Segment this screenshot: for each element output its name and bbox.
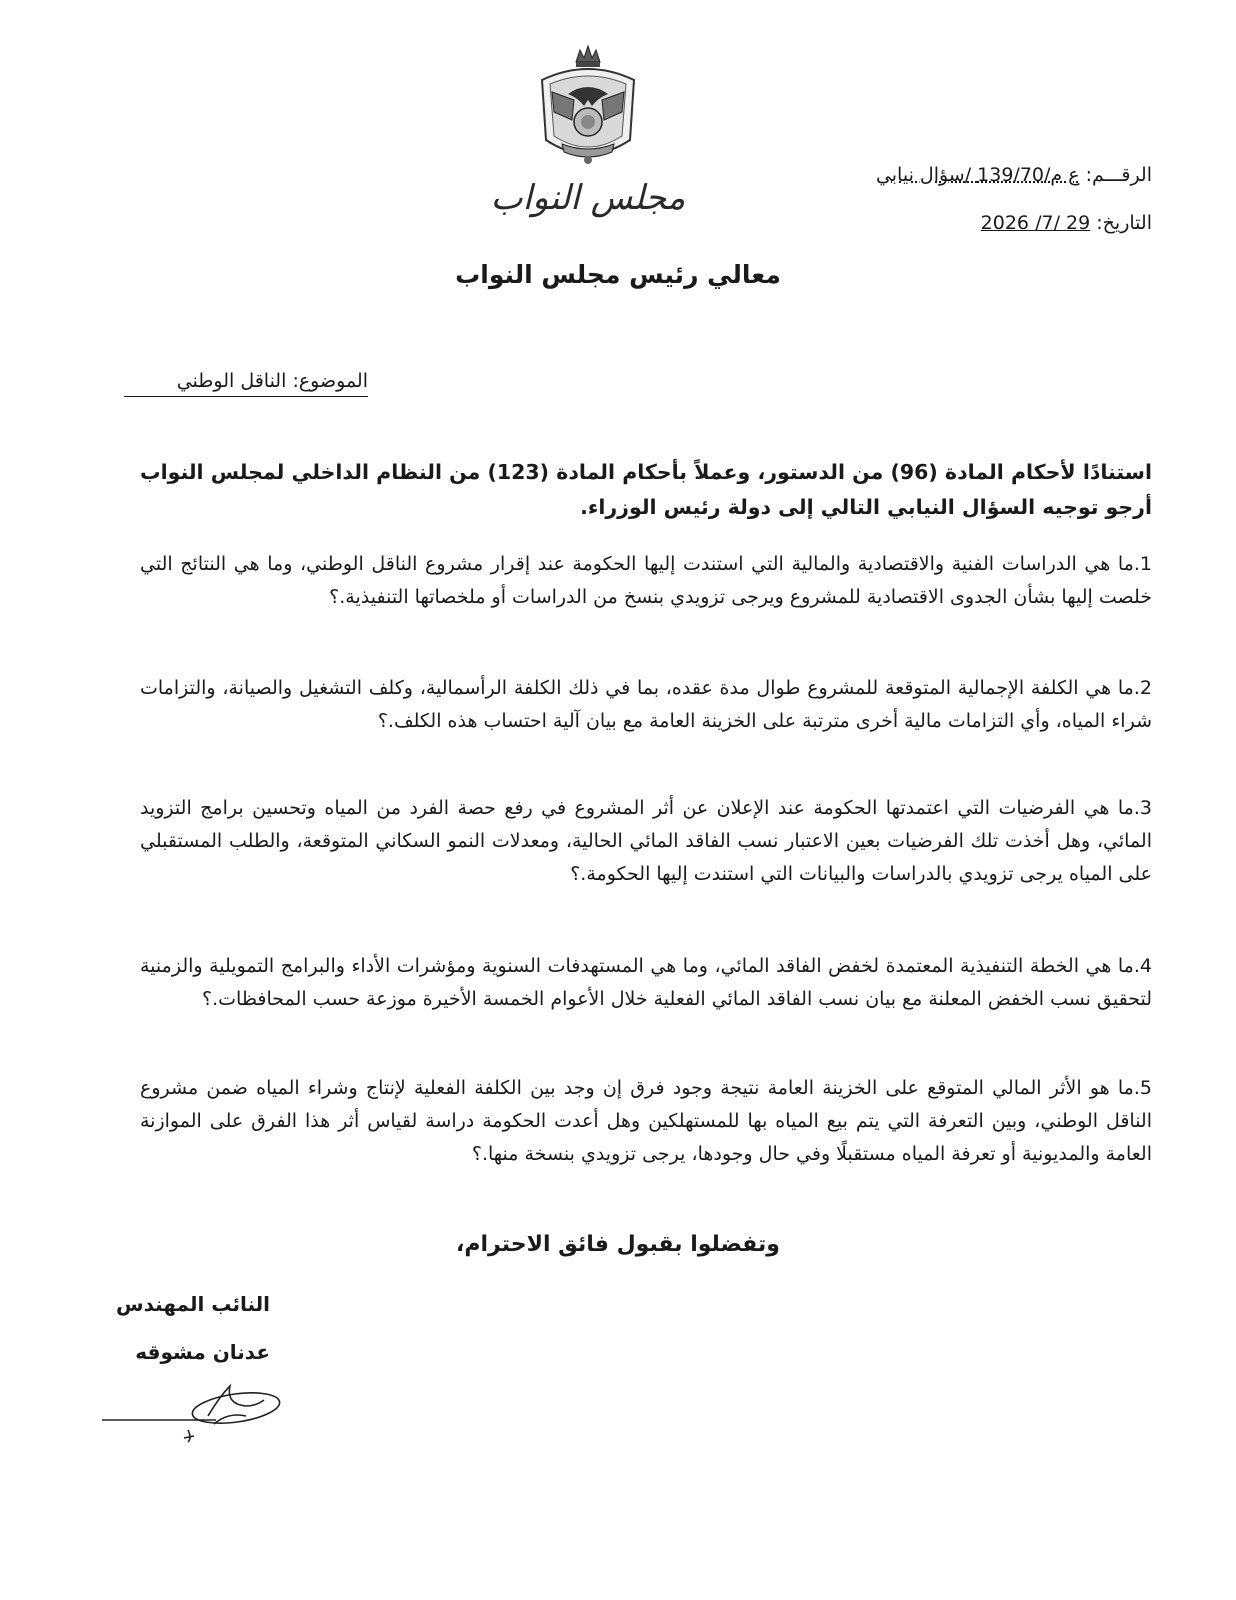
reference-block [772,160,1152,256]
date-label: التاريخ: [1096,212,1152,234]
closing-line: وتفضلوا بقبول فائق الاحترام، [456,1232,780,1257]
subject-line [124,370,368,397]
reference-value: ع م/139/70 /سؤال نيابي [875,164,1080,186]
addressee: معالي رئيس مجلس النواب [455,260,781,289]
date-line [772,208,1152,238]
question-4: 4.ما هي الخطة التنفيذية المعتمدة لخفض الفاقد المائي، وما هي المستهدفات السنوية ومؤشرات الأداء والبرامج التمويلية والزمنية لتحقيق نسب الخفض المعلنة مع بيان نسب الفاقد المائي الفعلية خلال الأعوام الخمسة الأخيرة موزعة حسب المحافظات.؟ [140,955,1152,1010]
council-name: مجلس النواب [490,178,686,218]
question-5: 5.ما هو الأثر المالي المتوقع على الخزينة العامة نتيجة وجود فرق إن وجد بين الكلفة الفعلية لإنتاج وشراء المياه ضمن مشروع الناقل الوطني، وبين التعرفة التي يتم بيع المياه بها للمستهلكين وهل أعدت الحكومة دراسة لقياس أثر هذا الفرق على الموازنة العامة والمديونية أو تعرفة المياه مستقبلًا وفي حال وجودها، يرجى تزويدي بنسخة منها.؟ [140,1077,1152,1165]
question-1: 1.ما هي الدراسات الفنية والاقتصادية والمالية التي استندت إليها الحكومة عند إقرار مشروع الناقل الوطني، وما هي النتائج التي خلصت إليها بشأن الجدوى الاقتصادية للمشروع ويرجى تزويدي بنسخ من الدراسات أو ملخصاتها التنفيذية.؟ [140,553,1152,608]
intro-paragraph: استنادًا لأحكام المادة (96) من الدستور، وعملاً بأحكام المادة (123) من النظام الداخلي لمجلس النواب أرجو توجيه السؤال النيابي التالي إلى دولة رئيس الوزراء. [140,460,1152,519]
subject-label: الموضوع: [292,370,368,392]
reference-label: الرقـــم: [1085,164,1152,186]
date-value: 29 /7/ 2026 [980,212,1091,234]
reference-number-line [772,160,1152,190]
signature-icon [96,1376,296,1446]
subject-value: الناقل الوطني [176,370,287,392]
question-3: 3.ما هي الفرضيات التي اعتمدتها الحكومة عند الإعلان عن أثر المشروع في رفع حصة الفرد من المياه وتحسين برامج التزويد المائي، وهل أخذت تلك الفرضيات بعين الاعتبار نسب الفاقد المائي الحالية، ومعدلات النمو السكاني المتوقعة، والطلب المستقبلي على المياه يرجى تزويدي بالدراسات والبيانات التي استندت إليها الحكومة.؟ [140,797,1152,885]
signatory-title: النائب المهندس [116,1292,270,1316]
coat-of-arms-icon [532,40,644,170]
signatory-name: عدنان مشوقه [135,1340,270,1364]
question-2: 2.ما هي الكلفة الإجمالية المتوقعة للمشروع طوال مدة عقده، بما في ذلك الكلفة الرأسمالية، وكلف التشغيل والصيانة، والتزامات شراء المياه، وأي التزامات مالية أخرى مترتبة على الخزينة العامة مع بيان آلية احتساب هذه الكلف.؟ [140,677,1152,732]
